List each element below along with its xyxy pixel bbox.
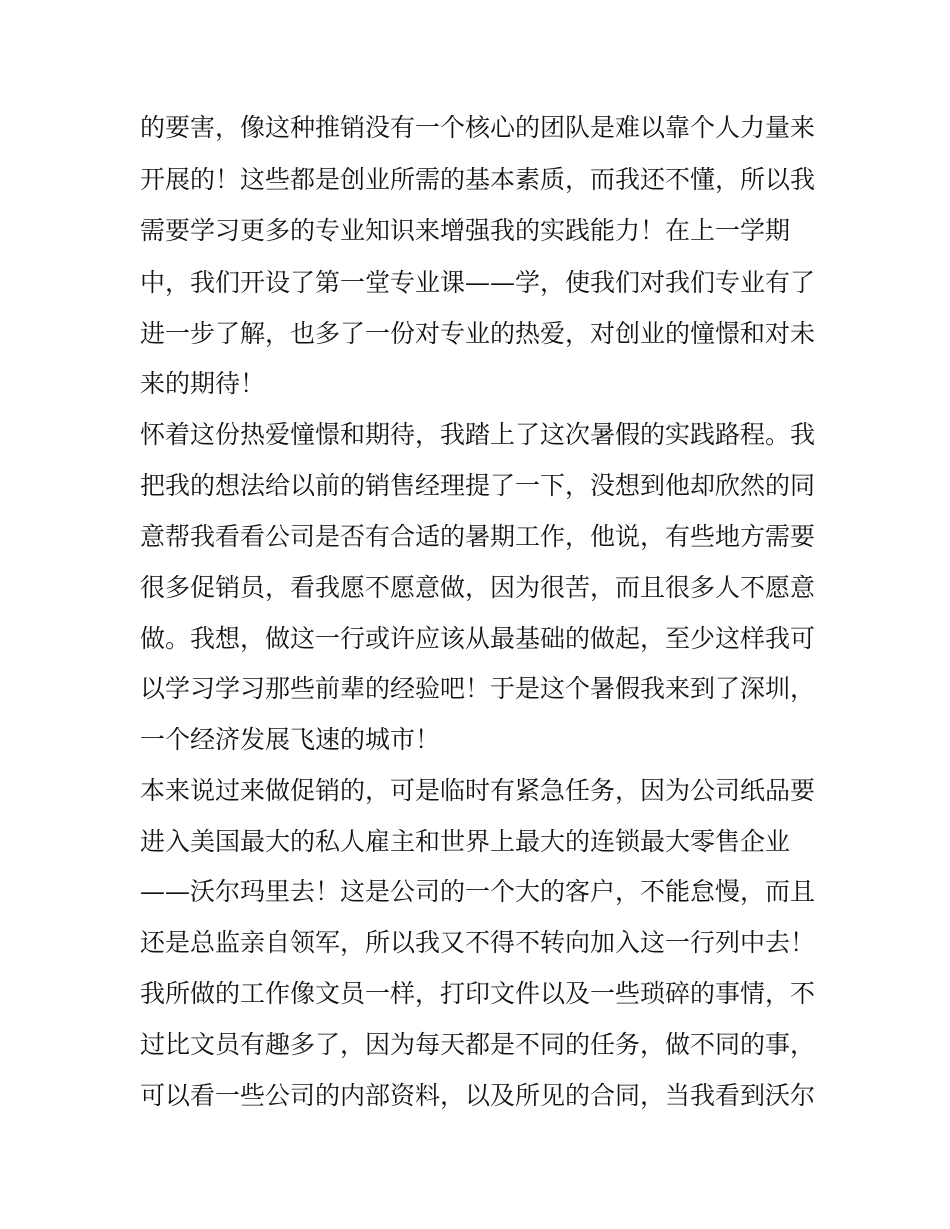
text-line: 开展的！这些都是创业所需的基本素质，而我还不懂，所以我 <box>140 165 816 194</box>
text-line: 本来说过来做促销的，可是临时有紧急任务，因为公司纸品要 <box>140 776 816 805</box>
text-line: 进一步了解，也多了一份对专业的热爱，对创业的憧憬和对未 <box>140 319 816 348</box>
text-line: 意帮我看看公司是否有合适的暑期工作，他说，有些地方需要 <box>140 522 816 551</box>
text-line: 可以看一些公司的内部资料，以及所见的合同，当我看到沃尔 <box>140 1081 816 1110</box>
text-line: 很多促销员，看我愿不愿意做，因为很苦，而且很多人不愿意 <box>140 573 816 602</box>
text-line: 一个经济发展飞速的城市！ <box>140 725 441 754</box>
text-line: 来的期待！ <box>140 369 266 398</box>
text-line: 以学习学习那些前辈的经验吧！于是这个暑假我来到了深圳， <box>140 674 816 703</box>
text-line: 我所做的工作像文员一样，打印文件以及一些琐碎的事情，不 <box>140 979 816 1008</box>
text-line: 还是总监亲自领军，所以我又不得不转向加入这一行列中去！ <box>140 928 816 957</box>
text-line: 过比文员有趣多了，因为每天都是不同的任务，做不同的事， <box>140 1030 816 1059</box>
text-line: 怀着这份热爱憧憬和期待，我踏上了这次暑假的实践路程。我 <box>140 420 816 449</box>
text-line: 把我的想法给以前的销售经理提了一下，没想到他却欣然的同 <box>140 471 816 500</box>
text-line: 需要学习更多的专业知识来增强我的实践能力！在上一学期 <box>140 216 791 245</box>
text-line: 的要害，像这种推销没有一个核心的团队是难以靠个人力量来 <box>140 113 816 142</box>
text-line: 中，我们开设了第一堂专业课——学，使我们对我们专业有了 <box>140 268 816 297</box>
text-line: 进入美国最大的私人雇主和世界上最大的连锁最大零售企业 <box>140 827 791 856</box>
text-line: 做。我想，做这一行或许应该从最基础的做起，至少这样我可 <box>140 624 816 653</box>
text-line: ——沃尔玛里去！这是公司的一个大的客户，不能怠慢，而且 <box>140 877 816 906</box>
